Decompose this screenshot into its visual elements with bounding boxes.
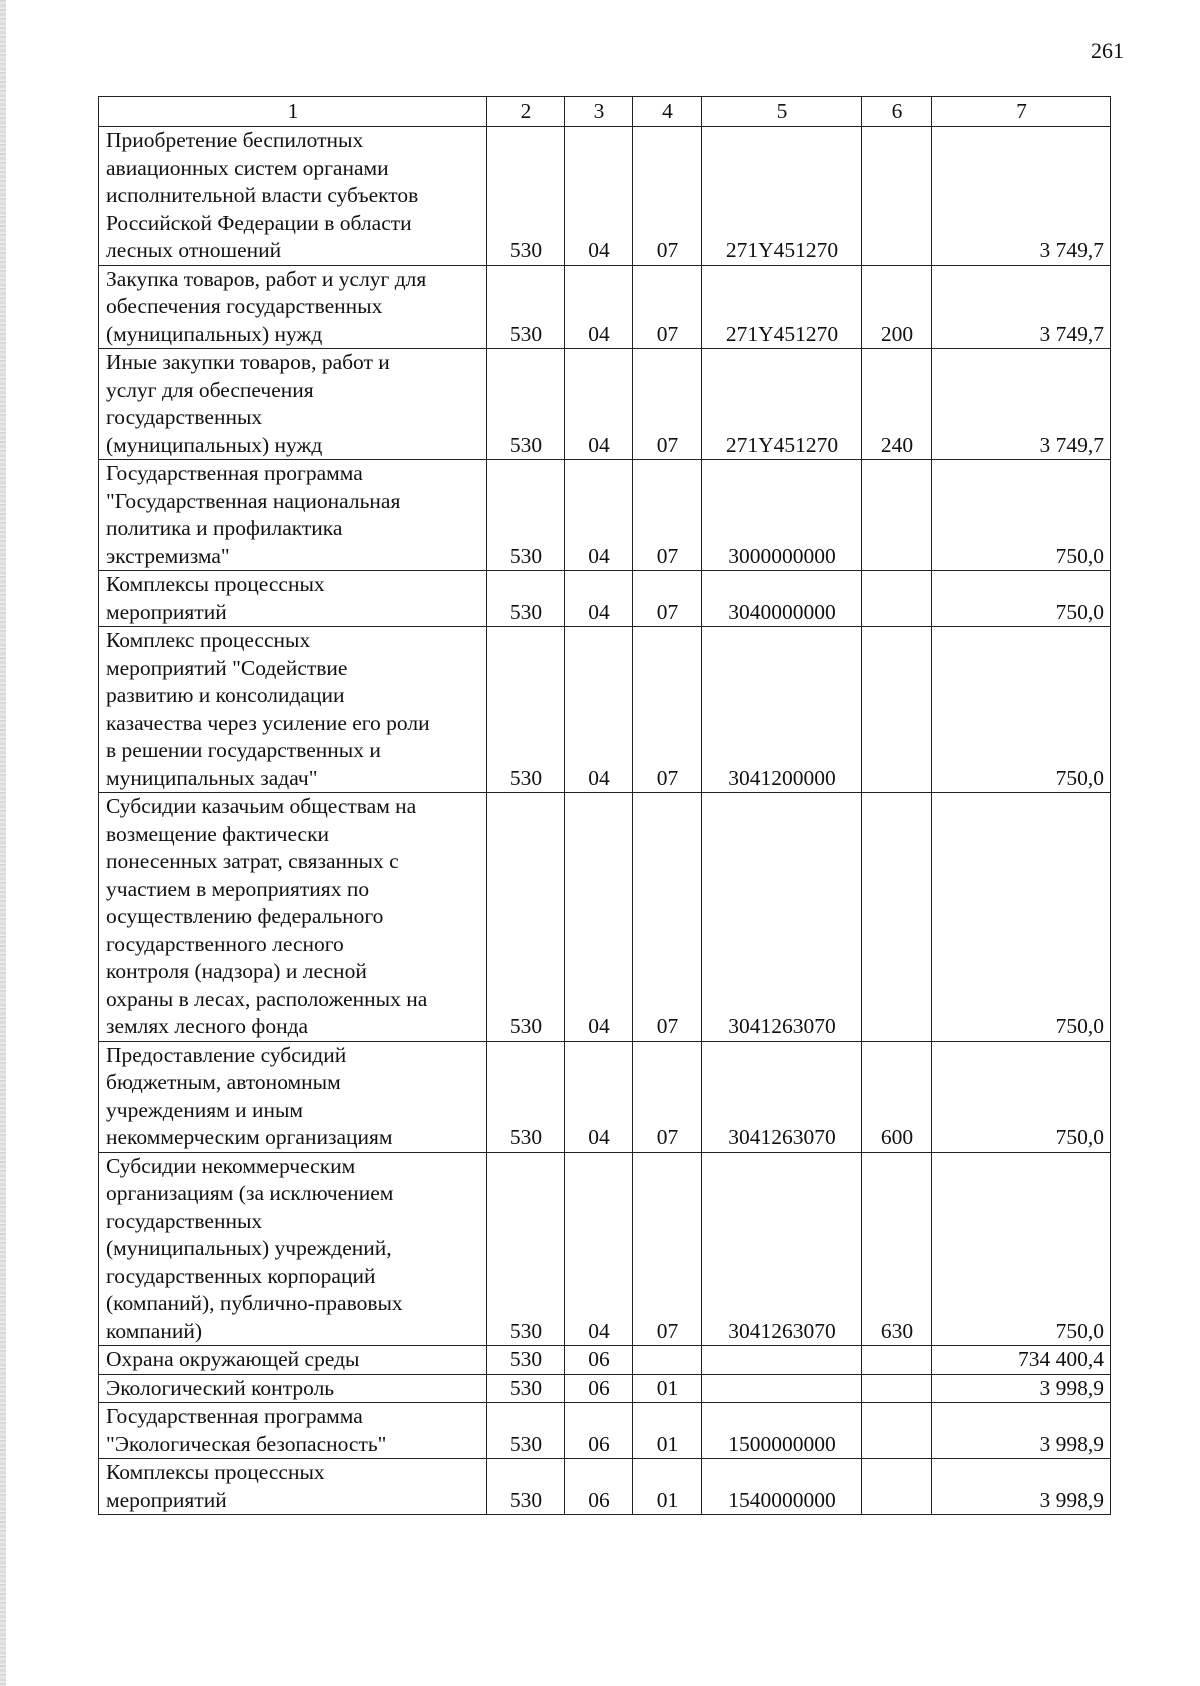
cell-amount: 750,0 [932, 1152, 1111, 1346]
row-name-cell: Приобретение беспилотных авиационных систем органами исполнительной власти субъектов Российской Федерации в области лесных отношений [99, 127, 487, 266]
cell-col-6 [862, 1346, 932, 1375]
header-cell-3: 3 [565, 97, 633, 127]
cell-col-3: 06 [565, 1459, 633, 1515]
row-name-cell: Иные закупки товаров, работ и услуг для обеспечения государственных (муниципальных) нужд [99, 349, 487, 460]
table-row [99, 1152, 1111, 1346]
row-name-cell: Закупка товаров, работ и услуг для обеспечения государственных (муниципальных) нужд [99, 265, 487, 349]
cell-amount: 3 749,7 [932, 127, 1111, 266]
cell-col-6: 200 [862, 265, 932, 349]
cell-amount: 750,0 [932, 571, 1111, 627]
cell-col-6 [862, 627, 932, 793]
cell-col-2: 530 [487, 1459, 565, 1515]
cell-col-4: 07 [633, 627, 702, 793]
cell-amount: 750,0 [932, 627, 1111, 793]
cell-col-4: 01 [633, 1403, 702, 1459]
header-cell-2: 2 [487, 97, 565, 127]
cell-col-4: 01 [633, 1459, 702, 1515]
cell-col-4: 07 [633, 1152, 702, 1346]
cell-col-4: 07 [633, 793, 702, 1042]
cell-col-6 [862, 793, 932, 1042]
cell-col-5 [702, 1346, 862, 1375]
cell-col-5: 271Y451270 [702, 265, 862, 349]
cell-col-5: 3041263070 [702, 793, 862, 1042]
table-row [99, 627, 1111, 793]
table-row [99, 127, 1111, 266]
cell-col-3: 06 [565, 1403, 633, 1459]
cell-col-2: 530 [487, 1346, 565, 1375]
row-name-cell: Комплексы процессных мероприятий [99, 571, 487, 627]
cell-col-2: 530 [487, 265, 565, 349]
row-name-cell: Государственная программа "Экологическая безопасность" [99, 1403, 487, 1459]
header-row [99, 97, 1111, 127]
cell-col-3: 04 [565, 1041, 633, 1152]
cell-col-4: 07 [633, 1041, 702, 1152]
cell-col-6 [862, 460, 932, 571]
budget-table [98, 96, 1111, 1515]
cell-col-6: 630 [862, 1152, 932, 1346]
cell-col-5: 3041263070 [702, 1041, 862, 1152]
header-cell-7: 7 [932, 97, 1111, 127]
cell-col-2: 530 [487, 627, 565, 793]
cell-col-3: 04 [565, 349, 633, 460]
cell-col-6 [862, 1403, 932, 1459]
table-row [99, 793, 1111, 1042]
cell-col-2: 530 [487, 460, 565, 571]
cell-col-5: 271Y451270 [702, 127, 862, 266]
table-row [99, 349, 1111, 460]
cell-col-2: 530 [487, 1374, 565, 1403]
cell-amount: 750,0 [932, 1041, 1111, 1152]
row-name-cell: Государственная программа "Государственная национальная политика и профилактика экстремизма" [99, 460, 487, 571]
cell-col-3: 04 [565, 127, 633, 266]
cell-col-4: 01 [633, 1374, 702, 1403]
cell-amount: 3 998,9 [932, 1403, 1111, 1459]
cell-col-4: 07 [633, 571, 702, 627]
cell-col-3: 04 [565, 1152, 633, 1346]
cell-amount: 3 998,9 [932, 1374, 1111, 1403]
cell-col-2: 530 [487, 571, 565, 627]
row-name-cell: Субсидии казачьим обществам на возмещение фактически понесенных затрат, связанных с участием в мероприятиях по осуществлению федерального государственного лесного контроля (надзора) и лесной охраны в лесах, расположенных на землях лесного фонда [99, 793, 487, 1042]
cell-amount: 734 400,4 [932, 1346, 1111, 1375]
cell-col-2: 530 [487, 127, 565, 266]
cell-col-5: 3041263070 [702, 1152, 862, 1346]
cell-col-2: 530 [487, 1403, 565, 1459]
cell-col-6: 240 [862, 349, 932, 460]
cell-amount: 3 749,7 [932, 265, 1111, 349]
cell-col-5: 3040000000 [702, 571, 862, 627]
cell-amount: 3 998,9 [932, 1459, 1111, 1515]
row-name-cell: Экологический контроль [99, 1374, 487, 1403]
row-name-cell: Комплексы процессных мероприятий [99, 1459, 487, 1515]
cell-col-4: 07 [633, 460, 702, 571]
header-cell-6: 6 [862, 97, 932, 127]
table-row [99, 1346, 1111, 1375]
table-row [99, 1374, 1111, 1403]
table-row [99, 571, 1111, 627]
cell-col-5 [702, 1374, 862, 1403]
row-name-cell: Комплекс процессных мероприятий "Содействие развитию и консолидации казачества через усиление его роли в решении государственных и муниципальных задач" [99, 627, 487, 793]
cell-col-2: 530 [487, 793, 565, 1042]
row-name-cell: Предоставление субсидий бюджетным, автономным учреждениям и иным некоммерческим организациям [99, 1041, 487, 1152]
page-number: 261 [1091, 38, 1124, 63]
table-row [99, 1403, 1111, 1459]
scan-edge [0, 0, 6, 1686]
cell-col-6 [862, 571, 932, 627]
cell-col-2: 530 [487, 1041, 565, 1152]
cell-col-3: 06 [565, 1346, 633, 1375]
cell-col-4: 07 [633, 265, 702, 349]
cell-col-3: 04 [565, 460, 633, 571]
cell-col-2: 530 [487, 1152, 565, 1346]
header-cell-5: 5 [702, 97, 862, 127]
row-name-cell: Субсидии некоммерческим организациям (за исключением государственных (муниципальных) учреждений, государственных корпораций (компаний), публично-правовых компаний) [99, 1152, 487, 1346]
cell-col-5: 1540000000 [702, 1459, 862, 1515]
cell-amount: 3 749,7 [932, 349, 1111, 460]
header-cell-1: 1 [99, 97, 487, 127]
cell-col-4: 07 [633, 127, 702, 266]
cell-col-6 [862, 1374, 932, 1403]
cell-col-3: 04 [565, 571, 633, 627]
cell-col-3: 06 [565, 1374, 633, 1403]
table-row [99, 460, 1111, 571]
row-name-cell: Охрана окружающей среды [99, 1346, 487, 1375]
cell-col-6 [862, 1459, 932, 1515]
cell-col-3: 04 [565, 265, 633, 349]
table-row [99, 1459, 1111, 1515]
cell-col-6: 600 [862, 1041, 932, 1152]
cell-col-3: 04 [565, 627, 633, 793]
header-cell-4: 4 [633, 97, 702, 127]
cell-col-5: 3000000000 [702, 460, 862, 571]
cell-col-6 [862, 127, 932, 266]
table-row [99, 1041, 1111, 1152]
table-row [99, 265, 1111, 349]
cell-amount: 750,0 [932, 460, 1111, 571]
cell-col-5: 1500000000 [702, 1403, 862, 1459]
cell-col-4: 07 [633, 349, 702, 460]
cell-col-5: 3041200000 [702, 627, 862, 793]
cell-col-2: 530 [487, 349, 565, 460]
cell-amount: 750,0 [932, 793, 1111, 1042]
cell-col-3: 04 [565, 793, 633, 1042]
cell-col-4 [633, 1346, 702, 1375]
cell-col-5: 271Y451270 [702, 349, 862, 460]
